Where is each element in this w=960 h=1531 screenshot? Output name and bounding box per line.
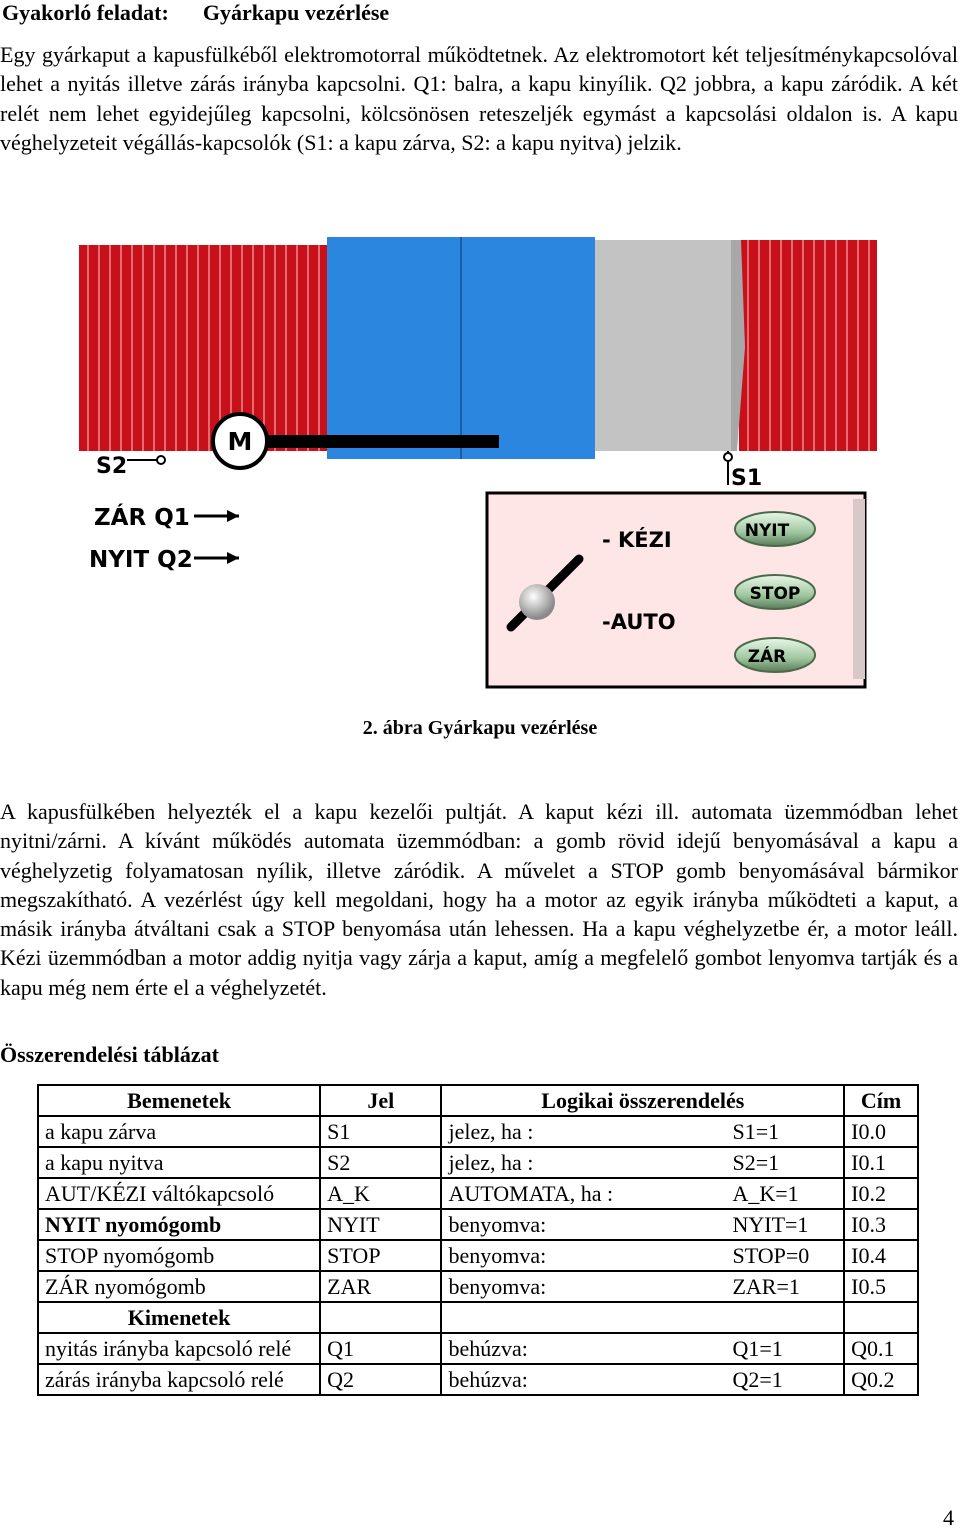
mode-switch-knob	[519, 584, 555, 620]
cell-name: STOP nyomógomb	[38, 1240, 320, 1271]
logic-value: Q2=1	[732, 1367, 783, 1392]
cell-address: I0.3	[844, 1209, 918, 1240]
cell-signal: Q2	[320, 1364, 441, 1395]
close-button[interactable]	[735, 638, 815, 672]
close-button-label: ZÁR	[747, 647, 787, 667]
logic-value: A_K=1	[732, 1181, 799, 1206]
intro-paragraph: Egy gyárkaput a kapusfülkéből elektromotorral működtetnek. Az elektromotort két teljesítménykapcsolóval lehet a nyitás illetve zárás irányba kapcsolni. Q1: balra, a kapu kinyílik. Q2 jobbra, a kapu záródik. A két relét nem lehet egyidejűleg kapcsolni, kölcsönösen reteszeljék egymást a kapcsolási oldalon is. A kapu véghelyzeteit végállás-kapcsolók (S1: a kapu zárva, S2: a kapu nyitva) jelzik.	[0, 42, 958, 155]
cell-logic	[441, 1116, 844, 1147]
cell-signal: Q1	[320, 1333, 441, 1364]
cell-logic	[441, 1333, 844, 1364]
io-assignment-table	[37, 1084, 919, 1396]
logic-value: S2=1	[732, 1150, 780, 1175]
zar-q1-label: ZÁR Q1	[94, 505, 190, 531]
logic-value: Q1=1	[732, 1336, 783, 1361]
table-row	[38, 1271, 918, 1302]
cell-address: I0.5	[844, 1271, 918, 1302]
exercise-label: Gyakorló feladat:	[2, 0, 169, 25]
gate-right-red	[739, 240, 877, 451]
cell-signal: S1	[320, 1116, 441, 1147]
table-row	[38, 1147, 918, 1178]
cell-name: NYIT nyomógomb	[38, 1209, 320, 1240]
table-row	[38, 1116, 918, 1147]
cell-name: a kapu zárva	[38, 1116, 320, 1147]
s1-label: S1	[731, 466, 763, 491]
cell-address: I0.4	[844, 1240, 918, 1271]
cell-address: I0.2	[844, 1178, 918, 1209]
section-title: Összerendelési táblázat	[0, 1042, 219, 1067]
table-row	[38, 1333, 918, 1364]
gate-gray-panel	[595, 240, 731, 451]
gate-control-figure	[79, 237, 879, 692]
gate-rail	[249, 435, 499, 448]
header-outputs: Kimenetek	[38, 1302, 320, 1333]
logic-condition: benyomva:	[448, 1274, 547, 1299]
nyit-q2-label: NYIT Q2	[89, 547, 193, 573]
cell-name: AUT/KÉZI váltókapcsoló	[38, 1178, 320, 1209]
cell-address: I0.0	[844, 1116, 918, 1147]
exercise-name: Gyárkapu vezérlése	[202, 0, 390, 25]
manual-mode-label: - KÉZI	[602, 528, 672, 552]
open-button-label: NYIT	[744, 521, 790, 541]
table-row	[38, 1178, 918, 1209]
logic-condition: jelez, ha :	[448, 1119, 534, 1144]
cell-name: ZÁR nyomógomb	[38, 1271, 320, 1302]
cell-signal: ZAR	[320, 1271, 441, 1302]
cell-logic	[441, 1147, 844, 1178]
table-row	[38, 1364, 918, 1395]
cell-signal: STOP	[320, 1240, 441, 1271]
logic-value: ZAR=1	[732, 1274, 800, 1299]
exercise-title	[2, 0, 389, 26]
figure-caption: 2. ábra Gyárkapu vezérlése	[362, 717, 598, 739]
logic-condition: behúzva:	[448, 1367, 528, 1392]
open-button[interactable]	[735, 512, 815, 546]
cell-address: Q0.1	[844, 1333, 918, 1364]
header-address: Cím	[844, 1085, 918, 1116]
logic-condition: AUTOMATA, ha :	[448, 1181, 614, 1206]
motor-label: M	[227, 427, 253, 456]
logic-value: NYIT=1	[732, 1212, 809, 1237]
auto-mode-label: -AUTO	[602, 610, 676, 634]
cell-name: nyitás irányba kapcsoló relé	[38, 1333, 320, 1364]
header-signal: Jel	[320, 1085, 441, 1116]
s2-label: S2	[96, 454, 128, 479]
logic-value: S1=1	[732, 1119, 780, 1144]
cell-logic	[441, 1209, 844, 1240]
page-number: 4	[943, 1505, 954, 1530]
logic-condition: behúzva:	[448, 1336, 528, 1361]
cell-signal: S2	[320, 1147, 441, 1178]
logic-condition: jelez, ha :	[448, 1150, 534, 1175]
header-logic: Logikai összerendelés	[441, 1085, 844, 1116]
cell-logic	[441, 1178, 844, 1209]
logic-condition: benyomva:	[448, 1243, 547, 1268]
cell-logic	[441, 1271, 844, 1302]
description-paragraph: A kapusfülkében helyezték el a kapu kezelői pultját. A kaput kézi ill. automata üzemmódban lehet nyitni/zárni. A kívánt működés automata üzemmódban: a gomb rövid idejű benyomásával a kapu a véghelyzetig folyamatosan nyílik, illetve záródik. A művelet a STOP gomb benyomásával bármikor megszakítható. A vezérlést úgy kell megoldani, hogy ha a motor az egyik irányba működteti a kaput, a másik irányba átváltani csak a STOP benyomása után lehessen. Ha a kapu véghelyzetbe ér, a motor leáll. Kézi üzemmódban a motor addig nyitja vagy zárja a kaput, amíg a megfelelő gombot lenyomva tartják és a kapu még nem érte el a véghelyzetét.	[0, 799, 958, 1000]
outputs-header-row	[38, 1302, 918, 1333]
cell-name: a kapu nyitva	[38, 1147, 320, 1178]
cell-signal: A_K	[320, 1178, 441, 1209]
gate-left-red	[79, 245, 327, 451]
table-row	[38, 1240, 918, 1271]
logic-condition: benyomva:	[448, 1212, 547, 1237]
cell-logic	[441, 1364, 844, 1395]
table-header-row	[38, 1085, 918, 1116]
cell-signal: NYIT	[320, 1209, 441, 1240]
logic-value: STOP=0	[732, 1243, 810, 1268]
cell-address: Q0.2	[844, 1364, 918, 1395]
cell-address: I0.1	[844, 1147, 918, 1178]
cell-logic	[441, 1240, 844, 1271]
table-row	[38, 1209, 918, 1240]
cell-name: zárás irányba kapcsoló relé	[38, 1364, 320, 1395]
stop-button[interactable]	[735, 575, 815, 609]
stop-button-label: STOP	[749, 584, 801, 604]
header-inputs: Bemenetek	[38, 1085, 320, 1116]
